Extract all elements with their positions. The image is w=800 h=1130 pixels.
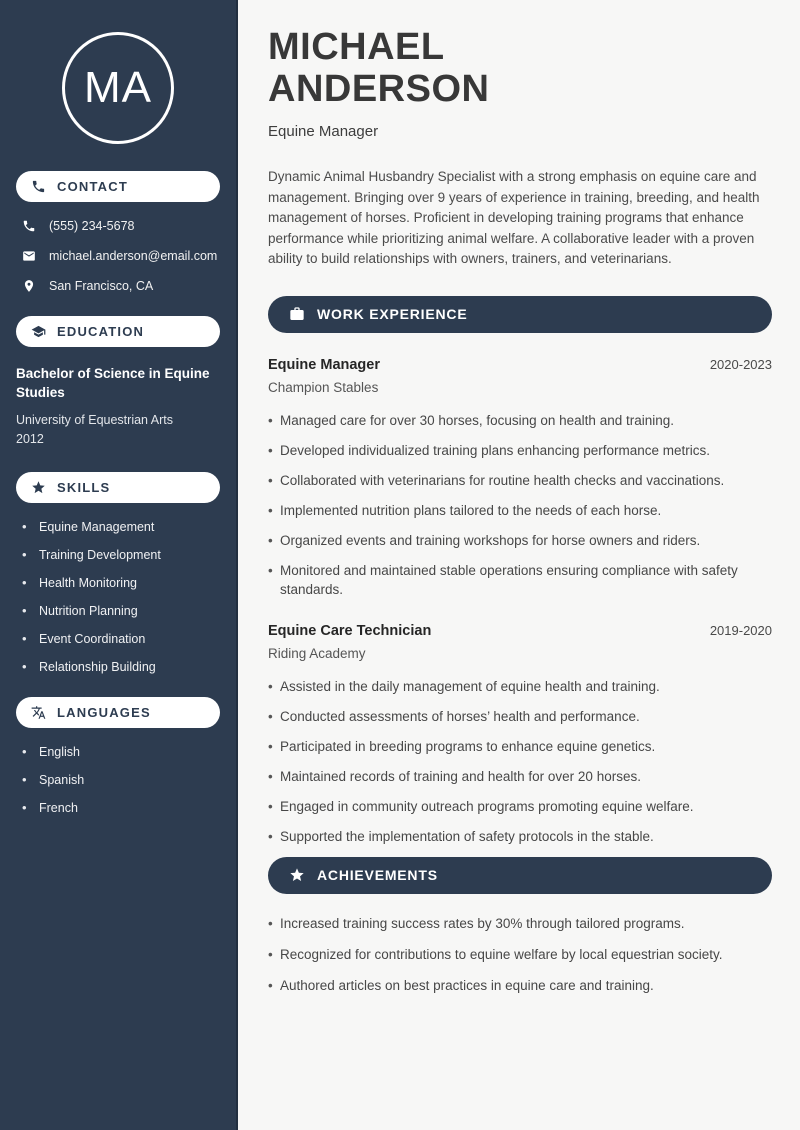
avatar xyxy=(62,32,174,144)
job-role: Equine Manager xyxy=(268,356,380,373)
contact-email-text: michael.anderson@email.com xyxy=(49,249,218,263)
star-icon xyxy=(31,480,46,495)
job-bullet: • Organized events and training workshops for horse owners and riders. xyxy=(268,531,772,550)
job-bullet: • Collaborated with veterinarians for routine health checks and vaccinations. xyxy=(268,471,772,490)
job-bullet: • Supported the implementation of safety protocols in the stable. xyxy=(268,827,772,846)
skill-item: • Relationship Building xyxy=(22,660,220,674)
language-item: • French xyxy=(22,801,220,815)
phone-icon xyxy=(31,179,46,194)
job-bullet: • Engaged in community outreach programs promoting equine welfare. xyxy=(268,797,772,816)
graduation-cap-icon xyxy=(31,324,46,339)
skills-list xyxy=(22,520,220,674)
name-line-1: MICHAEL xyxy=(268,26,445,68)
languages-section-title: LANGUAGES xyxy=(57,705,151,720)
achievements-banner xyxy=(268,857,772,894)
work-experience-title: WORK EXPERIENCE xyxy=(317,306,468,322)
job-entry xyxy=(268,357,772,599)
job-bullet: • Managed care for over 30 horses, focusing on health and training. xyxy=(268,411,772,430)
achievement-bullet: • Authored articles on best practices in equine care and training. xyxy=(268,976,772,995)
contact-section-header xyxy=(16,171,220,202)
job-bullet: • Maintained records of training and health for over 20 horses. xyxy=(268,767,772,786)
skill-item: • Health Monitoring xyxy=(22,576,220,590)
job-bullet: • Assisted in the daily management of equine health and training. xyxy=(268,677,772,696)
education-section-title: EDUCATION xyxy=(57,324,145,339)
skill-item: • Training Development xyxy=(22,548,220,562)
language-item: • English xyxy=(22,745,220,759)
job-company: Champion Stables xyxy=(268,379,379,395)
contact-phone xyxy=(22,219,220,233)
achievements-list xyxy=(268,914,772,995)
education-degree: Bachelor of Science in Equine Studies xyxy=(16,366,210,400)
professional-summary: Dynamic Animal Husbandry Specialist with a strong emphasis on equine care and management. Bringing over 9 years of experience in training, breeding, and health management of horses. Proficient in developing training programs that enhance performance while prioritizing animal welfare. A collaborative leader with a proven ability to build relationships with owners, trainers, and veterinarians. xyxy=(268,169,760,266)
email-icon xyxy=(22,249,36,263)
job-bullet: • Monitored and maintained stable operations ensuring compliance with safety standards. xyxy=(268,561,772,599)
job-dates: 2019-2020 xyxy=(709,622,772,638)
job-dates: 2020-2023 xyxy=(709,356,772,372)
translate-icon xyxy=(31,705,46,720)
education-year: 2012 xyxy=(16,432,44,446)
contact-location xyxy=(22,279,220,293)
name-line-2: ANDERSON xyxy=(268,68,490,110)
education-section-header xyxy=(16,316,220,347)
skill-item: • Event Coordination xyxy=(22,632,220,646)
skills-section-header xyxy=(16,472,220,503)
contact-email xyxy=(22,249,220,263)
achievement-bullet: • Recognized for contributions to equine welfare by local equestrian society. xyxy=(268,945,772,964)
avatar-initials: MA xyxy=(84,63,152,112)
page-title xyxy=(268,26,772,110)
job-company: Riding Academy xyxy=(268,645,366,661)
job-bullet: • Conducted assessments of horses’ health and performance. xyxy=(268,707,772,726)
languages-section xyxy=(16,697,220,815)
briefcase-icon xyxy=(289,306,305,322)
achievements-title: ACHIEVEMENTS xyxy=(317,867,438,883)
location-icon xyxy=(22,279,36,293)
star-icon xyxy=(289,867,305,883)
job-bullet-list xyxy=(268,411,772,599)
job-header xyxy=(268,623,772,639)
phone-icon xyxy=(22,219,36,233)
sidebar xyxy=(0,0,238,1130)
achievement-bullet: • Increased training success rates by 30% through tailored programs. xyxy=(268,914,772,933)
job-role: Equine Care Technician xyxy=(268,622,432,639)
headline-job-title: Equine Manager xyxy=(268,123,379,140)
skill-item: • Nutrition Planning xyxy=(22,604,220,618)
skills-section xyxy=(16,472,220,674)
languages-list xyxy=(22,745,220,815)
job-header xyxy=(268,357,772,373)
contact-location-text: San Francisco, CA xyxy=(49,279,154,293)
skill-item: • Equine Management xyxy=(22,520,220,534)
work-experience-banner xyxy=(268,296,772,333)
main-content xyxy=(238,0,800,1130)
job-entry xyxy=(268,623,772,846)
job-bullet: • Implemented nutrition plans tailored to the needs of each horse. xyxy=(268,501,772,520)
contact-section xyxy=(16,171,220,293)
contact-section-title: CONTACT xyxy=(57,179,128,194)
job-bullet: • Participated in breeding programs to enhance equine genetics. xyxy=(268,737,772,756)
job-bullet-list xyxy=(268,677,772,846)
languages-section-header xyxy=(16,697,220,728)
education-school: University of Equestrian Arts xyxy=(16,413,174,427)
language-item: • Spanish xyxy=(22,773,220,787)
education-section xyxy=(16,316,220,449)
contact-phone-text: (555) 234-5678 xyxy=(49,219,135,233)
job-bullet: • Developed individualized training plans enhancing performance metrics. xyxy=(268,441,772,460)
skills-section-title: SKILLS xyxy=(57,480,111,495)
jobs-container xyxy=(268,357,772,846)
